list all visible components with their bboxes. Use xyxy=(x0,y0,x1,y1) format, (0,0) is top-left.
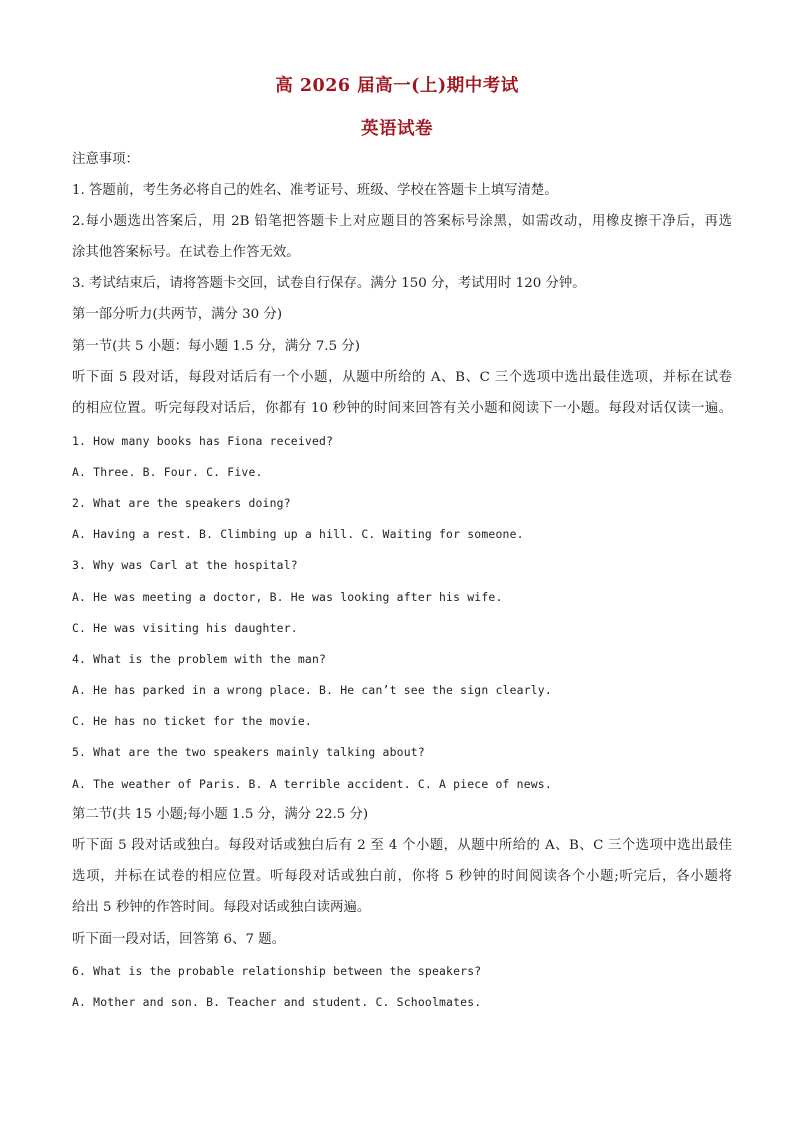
section2-instructions-line-1: 听下面 5 段对话或独白。每段对话或独白后有 2 至 4 个小题，从题中所给的 A、B、C 三个选项中选出最佳 xyxy=(72,838,732,853)
question-6-options: A. Mother and son. B. Teacher and student. C. Schoolmates. xyxy=(72,995,482,1009)
section2-heading: 第二节(共 15 小题;每小题 1.5 分，满分 22.5 分) xyxy=(72,807,369,822)
notice-item-1: 1. 答题前，考生务必将自己的姓名、准考证号、班级、学校在答题卡上填写清楚。 xyxy=(72,183,558,198)
section1-instructions-line-2: 的相应位置。听完每段对话后，你都有 10 秒钟的时间来回答有关小题和阅读下一小题。每段对话仅读一遍。 xyxy=(72,401,732,416)
notice-item-3: 3. 考试结束后，请将答题卡交回，试卷自行保存。满分 150 分，考试用时 120 分钟。 xyxy=(72,276,586,291)
question-3-options-ab: A. He was meeting a doctor, B. He was looking after his wife. xyxy=(72,590,503,604)
question-3-option-c: C. He was visiting his daughter. xyxy=(72,621,298,635)
question-1-options: A. Three. B. Four. C. Five. xyxy=(72,465,263,479)
section1-instructions-line-1: 听下面 5 段对话，每段对话后有一个小题，从题中所给的 A、B、C 三个选项中选出最佳选项，并标在试卷 xyxy=(72,370,732,385)
exam-title: 高 2026 届高一(上)期中考试 xyxy=(275,76,519,96)
question-1: 1. How many books has Fiona received? xyxy=(72,434,334,448)
part1-heading: 第一部分听力(共两节，满分 30 分) xyxy=(72,307,283,322)
question-2-options: A. Having a rest. B. Climbing up a hill. C. Waiting for someone. xyxy=(72,527,524,541)
notice-heading: 注意事项： xyxy=(72,152,139,167)
section2-instructions-line-3: 给出 5 秒钟的作答时间。每段对话或独白读两遍。 xyxy=(72,900,371,915)
question-4-option-c: C. He has no ticket for the movie. xyxy=(72,714,312,728)
dialog-1-intro: 听下面一段对话，回答第 6、7 题。 xyxy=(72,932,286,947)
section2-instructions-line-2: 选项，并标在试卷的相应位置。听每段对话或独白前，你将 5 秒钟的时间阅读各个小题;听完后，各小题将 xyxy=(72,869,732,884)
question-5-options: A. The weather of Paris. B. A terrible accident. C. A piece of news. xyxy=(72,777,552,791)
notice-item-2-line-2: 涂其他答案标号。在试卷上作答无效。 xyxy=(72,245,300,260)
question-5: 5. What are the two speakers mainly talking about? xyxy=(72,745,425,759)
question-4: 4. What is the problem with the man? xyxy=(72,652,327,666)
question-3: 3. Why was Carl at the hospital? xyxy=(72,558,298,572)
question-4-options-ab: A. He has parked in a wrong place. B. He can’t see the sign clearly. xyxy=(72,683,552,697)
notice-item-2-line-1: 2.每小题选出答案后，用 2B 铅笔把答题卡上对应题目的答案标号涂黑，如需改动，用橡皮擦干净后，再选 xyxy=(72,214,732,229)
question-2: 2. What are the speakers doing? xyxy=(72,496,291,510)
question-6: 6. What is the probable relationship between the speakers? xyxy=(72,964,482,978)
exam-subtitle: 英语试卷 xyxy=(361,119,433,139)
section1-heading: 第一节(共 5 小题：每小题 1.5 分，满分 7.5 分) xyxy=(72,339,360,354)
